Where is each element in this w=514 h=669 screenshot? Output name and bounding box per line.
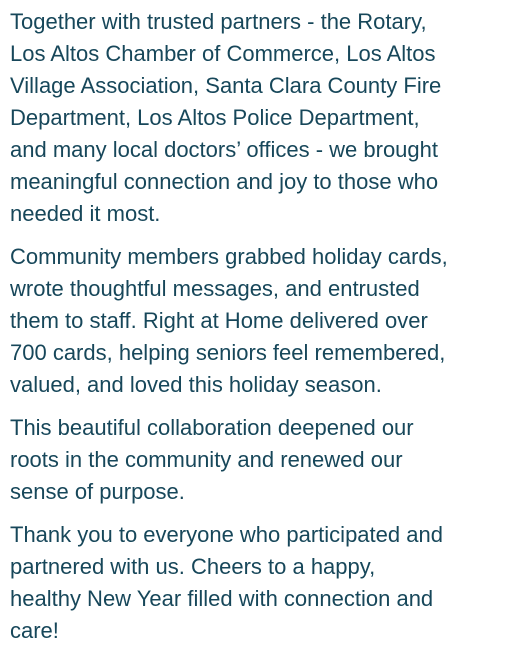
paragraph-thank-you: Thank you to everyone who participated and partnered with us. Cheers to a happy, healthy New Year filled with connection and care! bbox=[10, 522, 443, 643]
paragraph-partners: Together with trusted partners - the Rotary, Los Altos Chamber of Commerce, Los Altos Village Association, Santa Clara County Fire Department, Los Altos Police Department, and many local doctors’ offices - we brought meaningful connection and joy to those who needed it most. bbox=[10, 9, 442, 226]
paragraph-holiday-cards: Community members grabbed holiday cards, wrote thoughtful messages, and entrusted them to staff. Right at Home delivered over 700 cards, helping seniors feel remembered, valued, and loved this holiday season. bbox=[10, 244, 448, 397]
paragraph-collaboration: This beautiful collaboration deepened our roots in the community and renewed our sense of purpose. bbox=[10, 415, 414, 504]
